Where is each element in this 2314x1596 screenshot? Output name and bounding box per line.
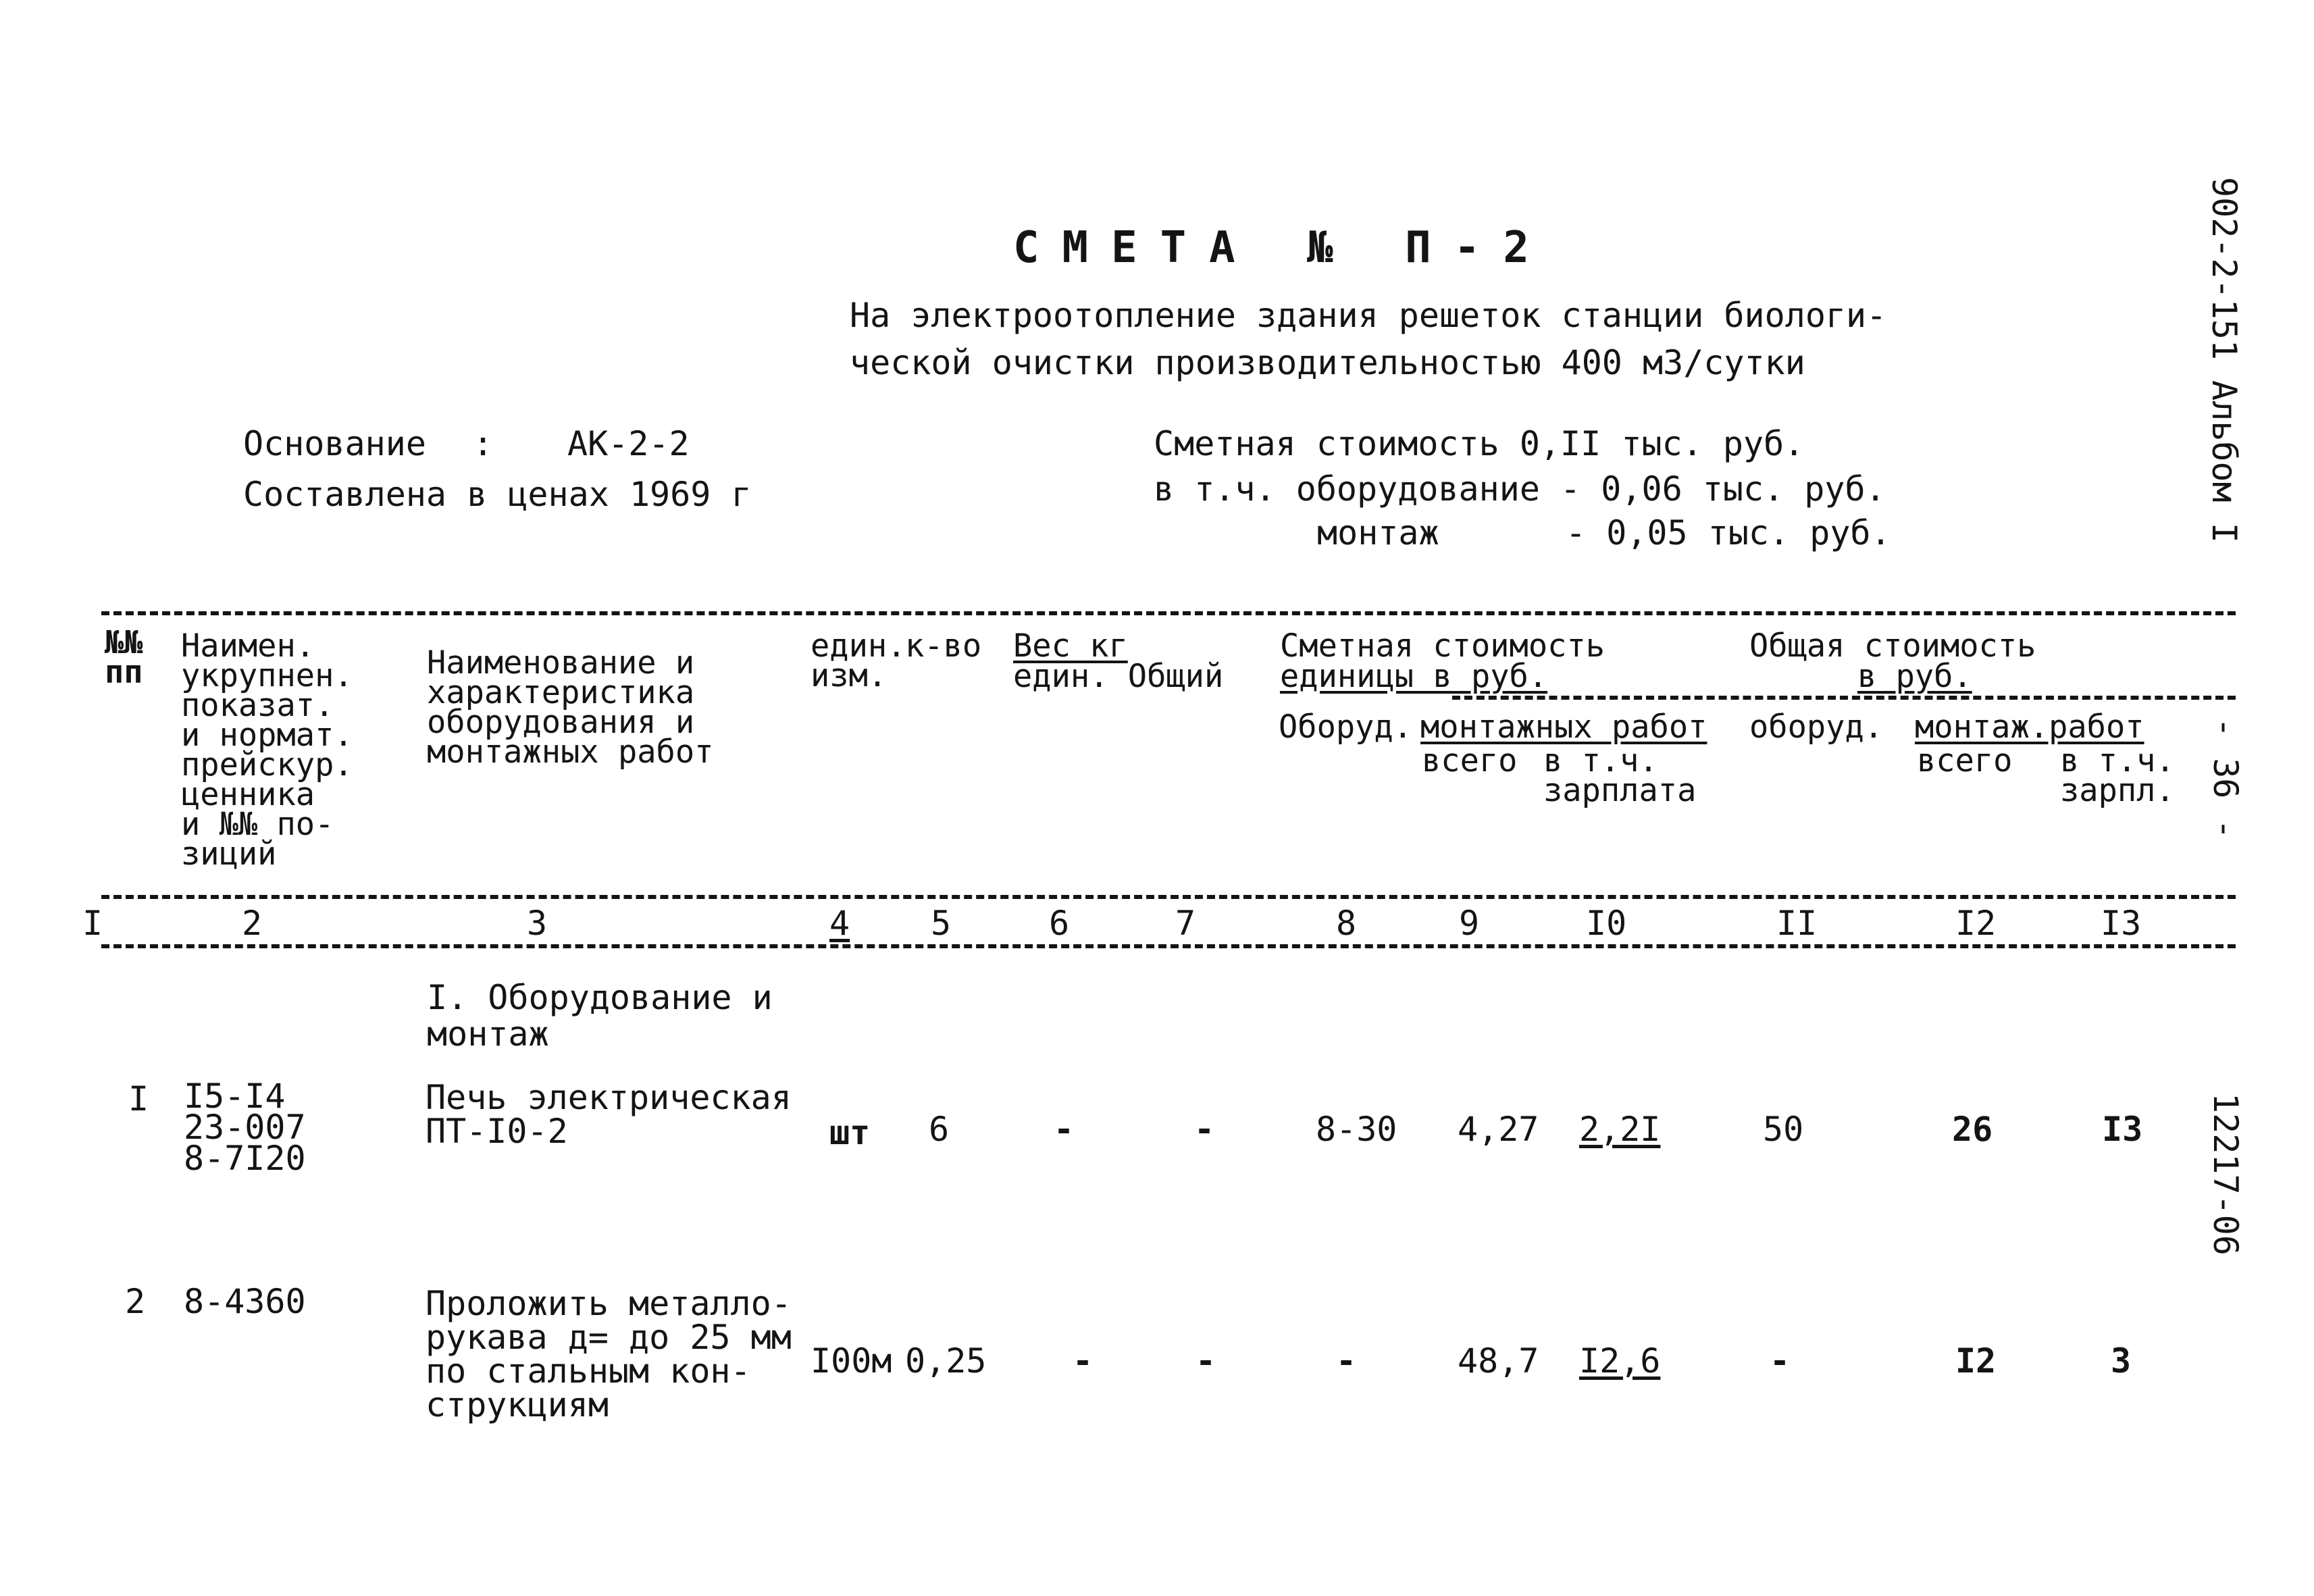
page-number: - 36 - [2206, 717, 2245, 840]
col-number-13: I3 [2101, 904, 2142, 943]
header-col-8-10-sub: единицы в руб. [1280, 658, 1548, 695]
prices-note: Составлена в ценах 1969 г [243, 475, 752, 514]
table-row-1-salary: 2,2I [1579, 1110, 1661, 1149]
basis-label: Основание [243, 424, 426, 463]
table-row-1-total-salary: I3 [2102, 1110, 2143, 1149]
header-col-6-7-sub: един. Общий [1013, 658, 1224, 695]
table-row-2-weight-total: - [1195, 1341, 1216, 1381]
basis-value: АК-2-2 [567, 424, 690, 463]
header-col-10: в т.ч. зарплата [1543, 742, 1697, 809]
header-col-9: всего [1422, 742, 1518, 779]
col-number-1: I [82, 904, 103, 943]
col-number-2: 2 [242, 904, 263, 943]
table-row-1-weight-unit: - [1054, 1110, 1075, 1149]
header-col-9-10: монтажных работ [1420, 709, 1707, 746]
header-col-1: №№ пп [105, 624, 143, 691]
table-row-2-num: 2 [125, 1282, 146, 1321]
table-row-2-code: 8-4360 [184, 1282, 306, 1321]
table-row-2-qty: 0,25 [905, 1341, 987, 1381]
header-col-8-10: Сметная стоимость [1280, 627, 1605, 665]
header-col-13: в т.ч. зарпл. [2060, 742, 2175, 809]
col-number-10: I0 [1586, 904, 1627, 943]
table-row-2-name: Проложить металло- рукава д= до 25 мм по стальным кон- струкциям [426, 1284, 792, 1424]
table-row-2-total-salary: 3 [2111, 1341, 2132, 1381]
col-number-12: I2 [1955, 904, 1997, 943]
header-col-11-13: Общая стоимость [1749, 627, 2036, 665]
basis-colon: : [473, 424, 494, 463]
document-code: 12217-06 [2206, 1093, 2245, 1256]
document-title: СМЕТА № П-2 [1013, 223, 1552, 273]
col-number-9: 9 [1459, 904, 1480, 943]
col-number-4: 4 [829, 904, 850, 943]
subtitle-line-2: ческой очистки производительностью 400 м3/сутки [850, 343, 1805, 382]
col-number-8: 8 [1336, 904, 1357, 943]
table-row-1-weight-total: - [1194, 1110, 1215, 1149]
installation-cost: - 0,05 тыс. руб. [1566, 513, 1891, 552]
header-col-2: Наимен. укрупнен. показат. и нормат. прейскур. ценника и №№ по- зиций [181, 627, 353, 873]
table-row-1-mount-cost: 4,27 [1458, 1110, 1539, 1149]
album-stamp: 902-2-151 Альбом I [2205, 177, 2244, 543]
table-row-2-weight-unit: - [1073, 1341, 1094, 1381]
header-col-4: един. изм. [811, 627, 906, 694]
header-col-12: всего [1917, 742, 2013, 779]
section-heading: I. Оборудование и монтаж [427, 978, 773, 1054]
header-col-11: оборуд. [1749, 709, 1884, 746]
installation-label: монтаж [1317, 513, 1439, 552]
table-row-1-qty: 6 [929, 1110, 950, 1149]
header-col-8: Оборуд. [1279, 709, 1413, 746]
header-bottom-rule [101, 895, 2236, 899]
table-row-2-unit: I00м [811, 1341, 892, 1381]
header-col-6-7: Вес кг [1013, 627, 1128, 665]
estimate-cost: Сметная стоимость 0,II тыс. руб. [1154, 424, 1805, 463]
header-col-11-13-sub: в руб. [1857, 658, 1972, 695]
table-row-1-unit: шт [829, 1113, 871, 1152]
table-row-2-total-mount: I2 [1955, 1341, 1997, 1381]
col-number-3: 3 [527, 904, 548, 943]
subtitle-line-1: На электроотопление здания решеток станции биологи- [850, 296, 1887, 335]
col-number-6: 6 [1049, 904, 1070, 943]
table-row-1-equip-cost: 8-30 [1316, 1110, 1397, 1149]
colnum-bottom-rule [101, 944, 2236, 948]
table-row-2-salary: I2,6 [1579, 1341, 1661, 1381]
table-row-1-name: Печь электрическая ПТ-I0-2 [426, 1078, 792, 1151]
table-row-2-mount-cost: 48,7 [1458, 1341, 1539, 1381]
table-top-rule [101, 611, 2236, 615]
header-col-12-13: монтаж.работ [1915, 709, 2144, 746]
header-col-5: к-во [905, 627, 982, 665]
header-col-3: Наименование и характеристика оборудования и монтажных работ [427, 644, 714, 771]
table-row-1-num: I [128, 1079, 149, 1118]
table-sub-rule [1452, 696, 2236, 700]
col-number-11: II [1776, 904, 1818, 943]
equipment-cost: в т.ч. оборудование - 0,06 тыс. руб. [1154, 469, 1886, 509]
col-number-7: 7 [1175, 904, 1196, 943]
table-row-1-code: I5-I4 23-007 8-7I20 [184, 1077, 306, 1178]
col-number-5: 5 [931, 904, 952, 943]
table-row-1-total-mount: 26 [1952, 1110, 1993, 1149]
table-row-2-total-equip: - [1770, 1341, 1791, 1381]
table-row-2-equip-cost: - [1336, 1341, 1357, 1381]
table-row-1-total-equip: 50 [1763, 1110, 1804, 1149]
